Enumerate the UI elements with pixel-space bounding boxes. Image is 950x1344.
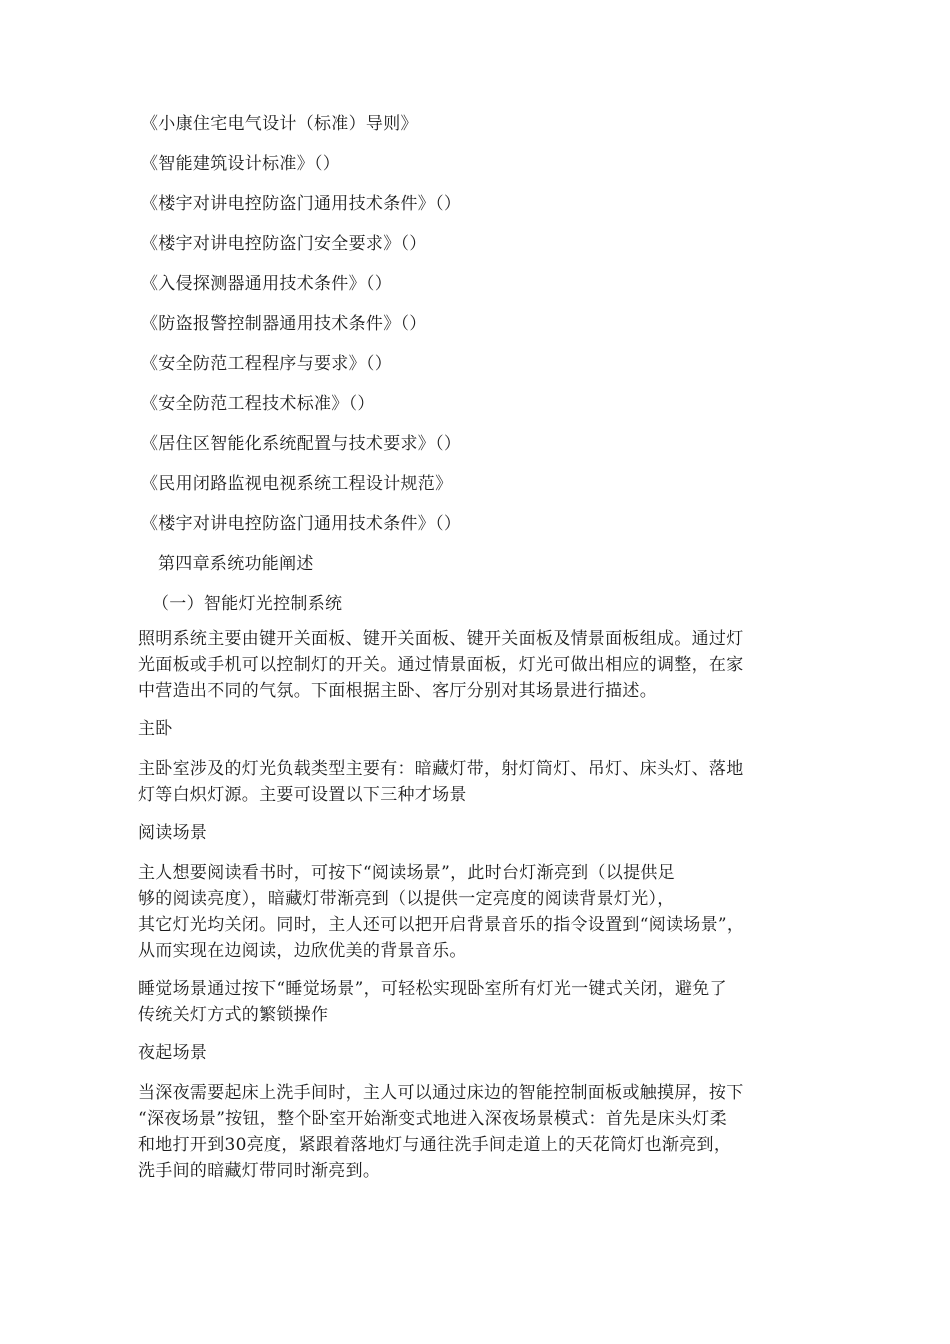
paragraph-line: 睡觉场景通过按下“睡觉场景”，可轻松实现卧室所有灯光一键式关闭，避免了 <box>138 979 727 999</box>
chapter-title: 第四章系统功能阐述 <box>158 554 314 574</box>
night-scene-paragraph <box>138 1080 818 1184</box>
reference-item: 《楼宇对讲电控防盗门安全要求》（） <box>141 234 427 254</box>
paragraph-line: 传统关灯方式的繁锁操作 <box>138 1005 329 1025</box>
paragraph-line: 灯等白炽灯源。主要可设置以下三种才场景 <box>138 785 467 805</box>
sleep-scene-paragraph <box>138 976 818 1028</box>
reference-item: 《智能建筑设计标准》（） <box>141 154 341 174</box>
reference-item: 《安全防范工程技术标准》（） <box>141 394 375 414</box>
reference-item: 《民用闭路监视电视系统工程设计规范》 <box>141 474 453 494</box>
reference-item: 《楼宇对讲电控防盗门通用技术条件》（） <box>141 514 462 534</box>
reference-item: 《居住区智能化系统配置与技术要求》（） <box>141 434 462 454</box>
heading-block <box>152 552 343 632</box>
master-bedroom-label: 主卧 <box>138 719 173 739</box>
intro-paragraph <box>138 626 818 704</box>
reference-item: 《楼宇对讲电控防盗门通用技术条件》（） <box>141 194 462 214</box>
reading-scene-paragraph <box>138 860 818 964</box>
paragraph-line: 洗手间的暗藏灯带同时渐亮到。 <box>138 1161 381 1181</box>
paragraph-line: 当深夜需要起床上洗手间时，主人可以通过床边的智能控制面板或触摸屏，按下 <box>138 1083 744 1103</box>
body-text <box>138 626 818 1196</box>
paragraph-line: 主人想要阅读看书时，可按下“阅读场景”，此时台灯渐亮到（以提供足 <box>138 863 675 883</box>
paragraph-line: 光面板或手机可以控制灯的开关。通过情景面板，灯光可做出相应的调整，在家 <box>138 655 744 675</box>
reference-item: 《小康住宅电气设计（标准）导则》 <box>141 114 418 134</box>
paragraph-line: 从而实现在边阅读，边欣优美的背景音乐。 <box>138 941 467 961</box>
reference-item: 《防盗报警控制器通用技术条件》（） <box>141 314 427 334</box>
paragraph-line: 中营造出不同的气氛。下面根据主卧、客厅分别对其场景进行描述。 <box>138 681 657 701</box>
night-scene-label: 夜起场景 <box>138 1043 208 1063</box>
master-bedroom-paragraph <box>138 756 818 808</box>
reference-standards-list <box>141 112 461 552</box>
section-title: （一）智能灯光控制系统 <box>152 594 343 614</box>
paragraph-line: “深夜场景”按钮，整个卧室开始渐变式地进入深夜场景模式：首先是床头灯柔 <box>138 1109 727 1129</box>
paragraph-line: 照明系统主要由键开关面板、键开关面板、键开关面板及情景面板组成。通过灯 <box>138 629 744 649</box>
reference-item: 《安全防范工程程序与要求》（） <box>141 354 392 374</box>
paragraph-line: 够的阅读亮度），暗藏灯带渐亮到（以提供一定亮度的阅读背景灯光）， <box>138 889 675 909</box>
reading-scene-label: 阅读场景 <box>138 823 208 843</box>
reference-item: 《入侵探测器通用技术条件》（） <box>141 274 392 294</box>
paragraph-line: 其它灯光均关闭。同时，主人还可以把开启背景音乐的指令设置到“阅读场景”， <box>138 915 745 935</box>
paragraph-line: 和地打开到30亮度，紧跟着落地灯与通往洗手间走道上的天花筒灯也渐亮到， <box>138 1135 732 1155</box>
paragraph-line: 主卧室涉及的灯光负载类型主要有：暗藏灯带，射灯筒灯、吊灯、床头灯、落地 <box>138 759 744 779</box>
